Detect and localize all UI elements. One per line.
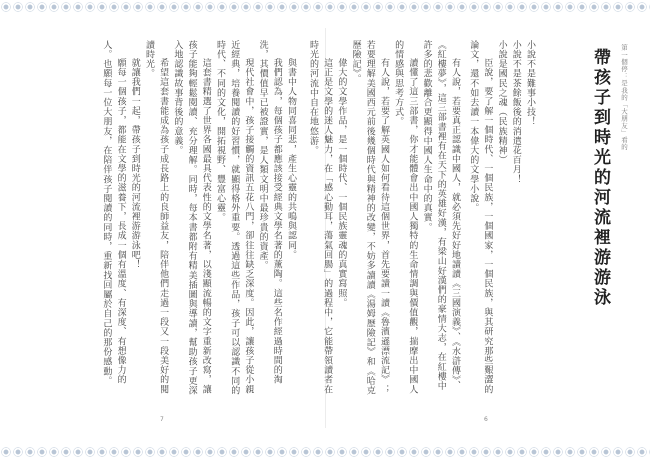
paragraph: 有人說，若要了解英國人如何看待這個世界，首先要讀一讀《魯濱遜漂流記》；若要理解美國西元前後幾個時代與精神的改變，不妨多讀讀《湯姆歷險記》和《哈克歷險記》。 (350, 40, 389, 396)
paragraph: 希望這套書能成為孩子成長路上的良師益友，陪伴他們走過一段又一段美好的閱讀時光。 (143, 40, 169, 394)
page-number-right: 6 (484, 416, 488, 423)
chapter-title: 帶孩子到時光的河流裡游游泳 (590, 48, 610, 308)
right-page-body (307, 40, 537, 400)
paragraph: 小說不是難事小技！ (525, 40, 535, 127)
left-page-body (50, 40, 298, 400)
paragraph: 我們認為，每個孩子都應該接受經典文學名著的薰陶。這些名作經過時間的淘洗，其價值早已被證實，是人類文明中最珍貴的資產。 (257, 40, 282, 385)
paragraph: 小說是國民之魂（民族精神） (496, 40, 507, 165)
paragraph: 有人說，若要真正認識中國人，就必須先好好地讀讀《三國演義》、《水滸傳》、《紅樓夢》，這三部書裡有在天下的英雄好漢，有梁山好漢們的豪情大志，在紅樓中許多的悲歡離合更顯得中國人生命中的真實。 (421, 40, 460, 391)
paragraph: 小說不是茶餘飯後的消遣花百月！ (510, 40, 521, 184)
decorative-bottom-border (0, 445, 650, 459)
page-number-left: 7 (160, 416, 164, 423)
paragraph: 臣說，要了解一個時代、一個民族，一個國家，一個民族，與其研究那些艱澀的論文，還不如去讀一本偉大的文學小說。 (468, 40, 493, 394)
paragraph: 這正是文學的迷人魅力，在「感心動耳，蕩氣回腸」的過程中，它能帶領讀者在時光的河流中自在地悠游。 (307, 40, 333, 394)
section-label: 第一個停：是我的「大朋友」看的 (620, 44, 628, 151)
paragraph: 願每一個孩子，都能在文學的滋養下，長成一個有溫度、有深度、有想像力的人。也願每一位大朋友，在陪伴孩子閱讀的同時，重新找回屬於自己的那份感動。 (101, 40, 126, 386)
paragraph: 偉大的文學作品，是一個時代、一個民族靈魂的真實寫照。 (336, 58, 347, 308)
paragraph: 現代社會中，孩子接觸的資訊五花八門，卻往往缺乏深度。因此，讓孩子從小親近經典，培養閱讀的好習慣，就顯得格外重要。透過這些作品，孩子可以認識不同的時代、不同的文化，開拓視野、豐富心靈。 (214, 40, 254, 396)
paragraph: 就讓我們一起，帶孩子到時光的河流裡游游泳吧！ (129, 58, 140, 270)
decorative-top-border (0, 0, 650, 14)
paragraph: 與書中人物同喜同悲，產生心靈的共鳴與認同。 (286, 58, 296, 260)
paragraph: 讀懂了這三部書，你才能體會出中國人獨特的生命情調與價值觀，揣摩出中國人的情感與思考方式。 (393, 40, 418, 394)
paragraph: 這套書精選了世界各國最具代表性的文學名著，以淺顯流暢的文字重新改寫，讓孩子能夠輕鬆閱讀、充分理解。同時，每本書都附有精美插圖與導讀，幫助孩子更深入地認識故事背後的意義。 (172, 40, 211, 396)
